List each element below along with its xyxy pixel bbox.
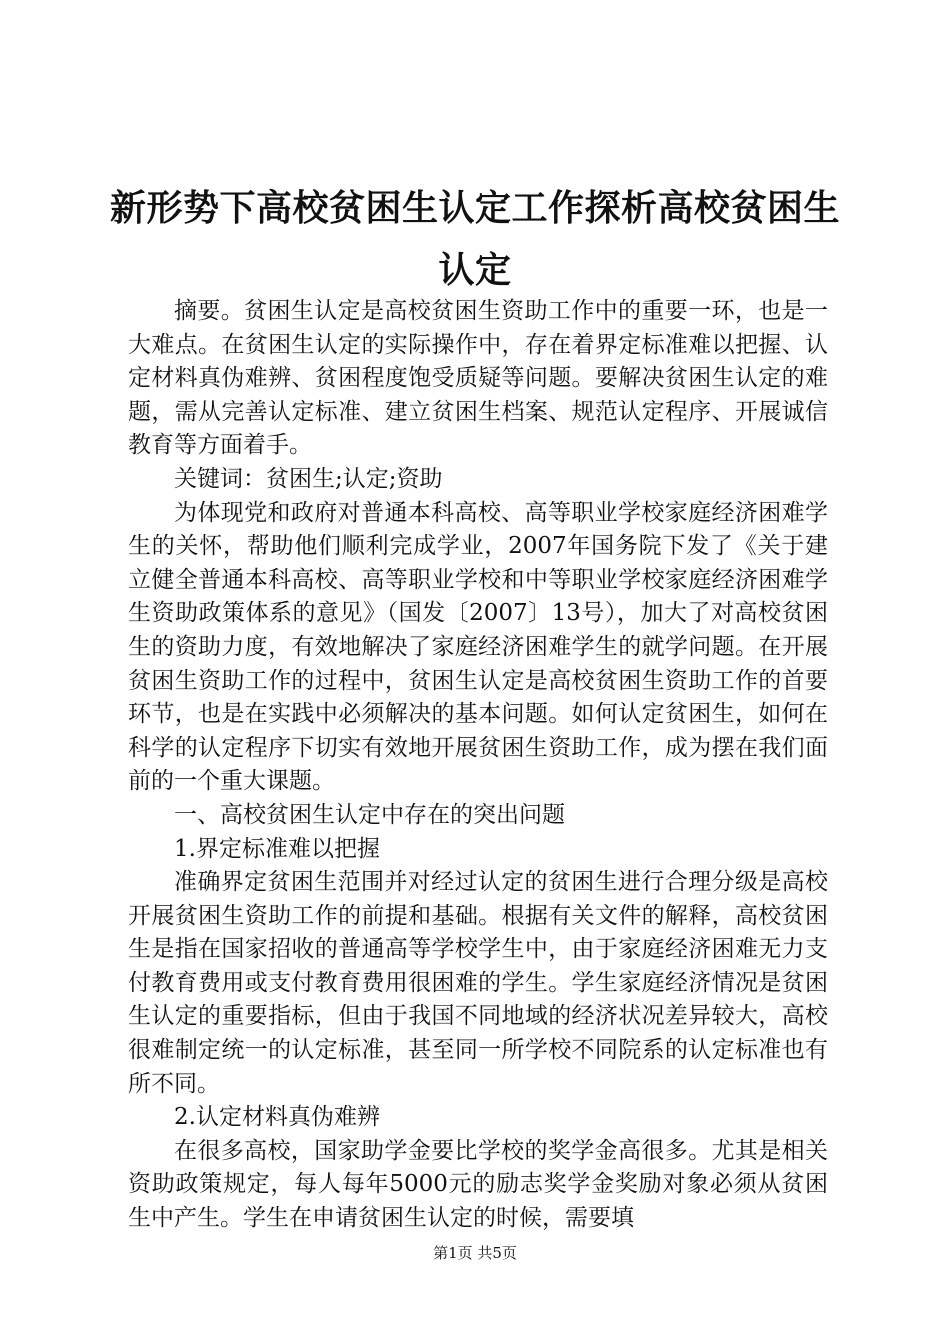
subsection-heading: 1.界定标准难以把握 <box>174 835 380 862</box>
body-paragraph: 在很多高校，国家助学金要比学校的奖学金高很多。尤其是相关资助政策规定，每人每年5000元的励志奖学金奖励对象必须从贫困生中产生。学生在申请贫困生认定的时候，需要填 <box>128 1137 828 1232</box>
intro-paragraph: 为体现党和政府对普通本科高校、高等职业学校家庭经济困难学生的关怀，帮助他们顺利完成学业，2007年国务院下发了《关于建立健全普通本科高校、高等职业学校和中等职业学校家庭经济困难学生资助政策体系的意见》（国发〔2007〕13号），加大了对高校贫困生的资助力度，有效地解决了家庭经济困难学生的就学问题。在开展贫困生资助工作的过程中，贫困生认定是高校贫困生资助工作的首要环节，也是在实践中必须解决的基本问题。如何认定贫困生，如何在科学的认定程序下切实有效地开展贫困生资助工作，成为摆在我们面前的一个重大课题。 <box>128 499 828 795</box>
document-body <box>128 295 828 1236</box>
subsection-heading: 2.认定材料真伪难辨 <box>174 1104 380 1131</box>
abstract-paragraph: 摘要。贫困生认定是高校贫困生资助工作中的重要一环，也是一大难点。在贫困生认定的实际操作中，存在着界定标准难以把握、认定材料真伪难辨、贫困程度饱受质疑等问题。要解决贫困生认定的难题，需从完善认定标准、建立贫困生档案、规范认定程序、开展诚信教育等方面着手。 <box>128 298 828 459</box>
page-number-footer: 第1页 共5页 <box>433 1244 517 1262</box>
document-title: 新形势下高校贫困生认定工作探析高校贫困生认定 <box>110 188 841 291</box>
body-paragraph: 准确界定贫困生范围并对经过认定的贫困生进行合理分级是高校开展贫困生资助工作的前提和基础。根据有关文件的解释，高校贫困生是指在国家招收的普通高等学校学生中，由于家庭经济困难无力支付教育费用或支付教育费用很困难的学生。学生家庭经济情况是贫困生认定的重要指标，但由于我国不同地域的经济状况差异较大，高校很难制定统一的认定标准，甚至同一所学校不同院系的认定标准也有所不同。 <box>128 869 828 1097</box>
section-heading: 一、高校贫困生认定中存在的突出问题 <box>174 801 565 828</box>
keywords-line: 关键词：贫困生;认定;资助 <box>174 465 443 492</box>
